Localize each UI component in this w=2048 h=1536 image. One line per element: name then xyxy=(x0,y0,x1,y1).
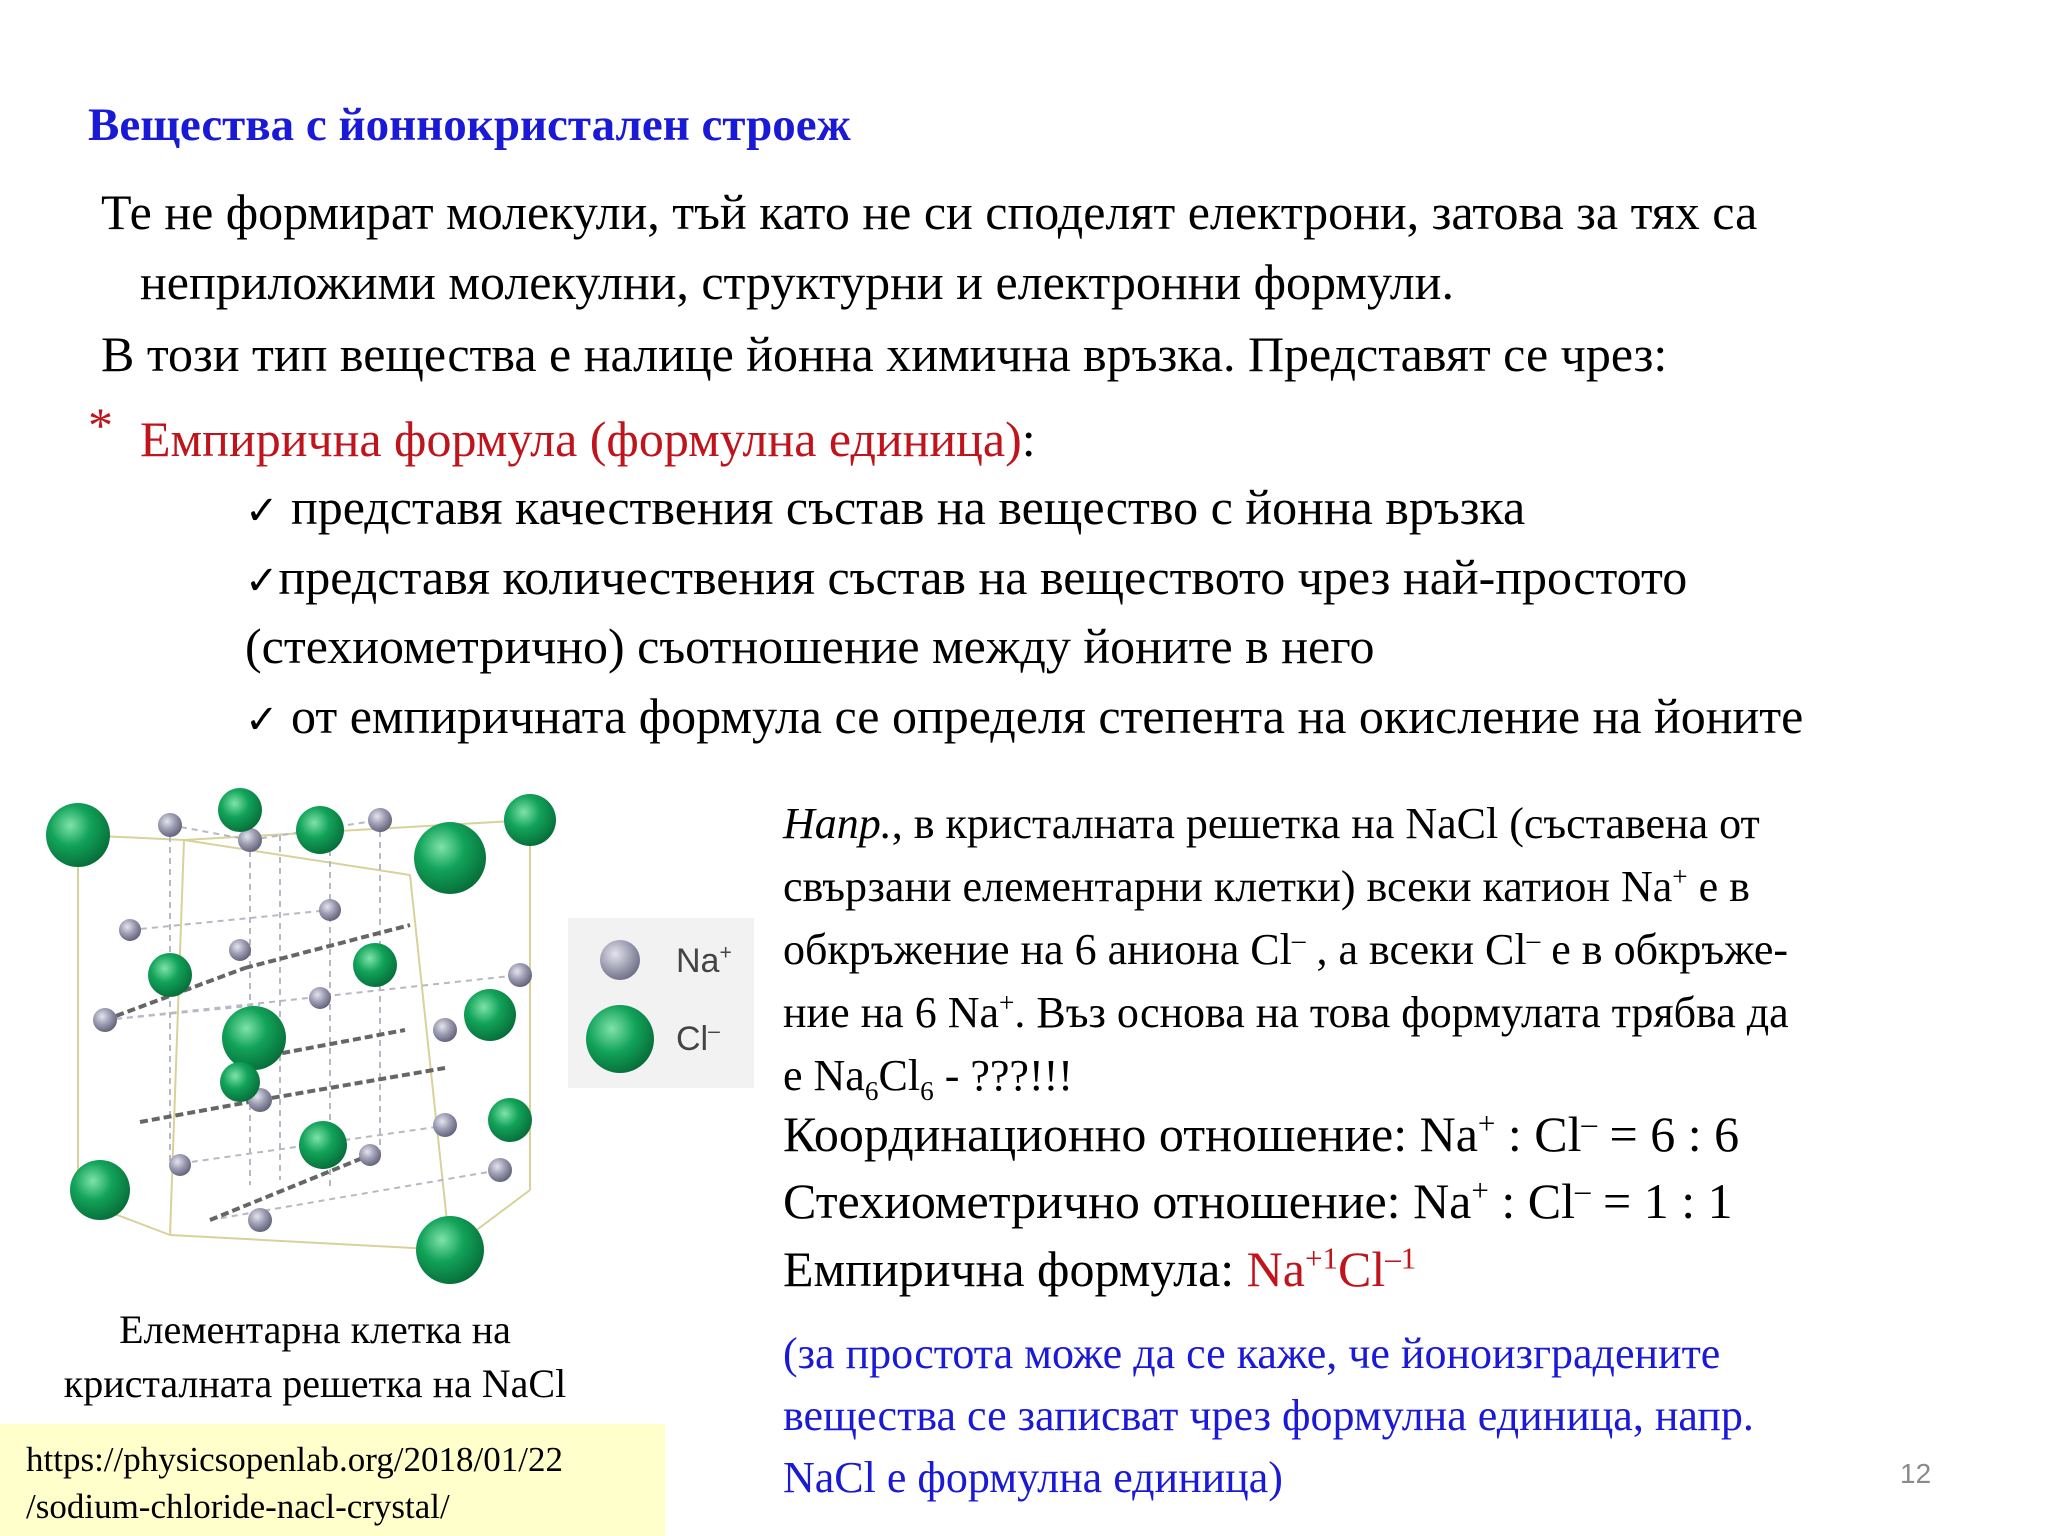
cl-ion-atom xyxy=(148,953,192,997)
check-item-1-text: представя качествения състав на вещество с йонна връзка xyxy=(291,479,1526,535)
check-item-2-text: представя количествения състав на веществото чрез най-простото xyxy=(278,549,1688,605)
note-line-1: (за простота може да се каже, че йоноизградените xyxy=(783,1329,1721,1378)
check-item-2 xyxy=(245,548,1687,606)
na-ion-atom xyxy=(368,808,392,832)
nacl-crystal-lattice-image xyxy=(30,780,570,1300)
slide-title: Вещества с йоннокристален строеж xyxy=(88,99,851,151)
check-icon: ✓ xyxy=(245,558,279,604)
note-line-2: вещества се записват чрез формулна единица, напр. xyxy=(783,1391,1754,1440)
intro-line-2: неприложими молекулни, структурни и електронни формули. xyxy=(140,254,1454,310)
cl-ion-atom xyxy=(504,794,556,846)
na-ion-atom xyxy=(309,987,331,1009)
na-ion-atom xyxy=(359,1144,381,1166)
empirical-label: Емпирична формула (формулна единица) xyxy=(140,411,1022,467)
example-line-2: свързани елементарни клетки) всеки катион Na+ е в xyxy=(783,861,1750,911)
legend-cl-icon xyxy=(586,1005,654,1073)
cl-ion-atom xyxy=(296,806,344,854)
cl-ion-atom xyxy=(46,803,110,867)
cl-ion-atom xyxy=(222,1006,286,1070)
check-item-3-text: от емпиричната формула се определя степента на окисление на йоните xyxy=(291,688,1804,744)
legend-na-label: Na+ xyxy=(676,941,732,980)
note-line-3: NaCl е формулна единица) xyxy=(783,1453,1283,1502)
cl-ion-atom xyxy=(414,822,486,894)
intro-line-3: В този тип вещества е налице йонна химична връзка. Представят се чрез: xyxy=(101,326,1668,382)
cl-ion-atom xyxy=(464,989,516,1041)
na-ion-atom xyxy=(488,1158,512,1182)
cl-ion-atom xyxy=(488,1098,532,1142)
cl-ion-atom xyxy=(70,1160,130,1220)
na-ion-atom xyxy=(119,919,141,941)
bullet-asterisk: * xyxy=(88,397,113,453)
na-ion-atom xyxy=(433,1018,457,1042)
na-ion-atom xyxy=(229,939,251,961)
empirical-colon: : xyxy=(1021,411,1036,467)
check-icon: ✓ xyxy=(245,488,279,534)
na-ion-atom xyxy=(508,963,532,987)
ion-legend xyxy=(568,918,754,1088)
page-number: 12 xyxy=(1900,1458,1932,1489)
empirical-heading xyxy=(140,410,1036,468)
example-line-5: е $Na_6Cl_6$ - ???!!! xyxy=(783,1051,1073,1106)
cl-ion-atom xyxy=(299,1121,347,1169)
na-ion-atom xyxy=(433,1113,457,1137)
check-icon: ✓ xyxy=(245,697,279,743)
example-line-3: обкръжение на 6 аниона Cl– , а всеки Cl– е в обкръже- xyxy=(783,924,1789,974)
cl-ion-atom xyxy=(353,943,397,987)
na-ion-atom xyxy=(248,1208,272,1232)
example-line-1: Напр., в кристалната решетка на NaCl (съставена от xyxy=(783,799,1760,848)
image-caption-line-1: Елементарна клетка на xyxy=(119,1307,511,1352)
cl-ion-atom xyxy=(416,1216,484,1284)
source-line-2: /sodium-chloride-nacl-crystal/ xyxy=(26,1487,450,1526)
example-line-4: ние на 6 Na+. Въз основа на това формулата трябва да xyxy=(783,987,1789,1037)
na-ion-atom xyxy=(158,813,182,837)
check-item-1 xyxy=(245,478,1525,536)
stoichiometric-ratio: Стехиометрично отношение: Na+ : Cl– = 1 : 1 xyxy=(783,1172,1733,1229)
coordination-ratio: Координационно отношение: Na+ : Cl– = 6 : 6 xyxy=(783,1105,1740,1162)
na-ion-atom xyxy=(93,1008,117,1032)
intro-line-1: Те не формират молекули, тъй като не си споделят електрони, затова за тях са xyxy=(101,184,1758,240)
empirical-formula-line: Емпирична формула: $Na^{+1}Cl^{-1}$ xyxy=(783,1240,1417,1297)
cl-ion-atom xyxy=(218,788,262,832)
legend-cl-label: Cl– xyxy=(676,1019,720,1058)
source-citation xyxy=(0,1424,665,1536)
check-item-2-continued: (стехиометрично) съотношение между йоните в него xyxy=(245,618,1375,674)
image-caption-line-2: кристалната решетка на NaCl xyxy=(63,1361,567,1406)
na-ion-atom xyxy=(319,899,341,921)
cl-ion-atom xyxy=(220,1062,260,1102)
source-line-1: https://physicsopenlab.org/2018/01/22 xyxy=(26,1440,563,1479)
na-ion-atom xyxy=(169,1154,191,1176)
legend-na-icon xyxy=(600,940,640,980)
check-item-3 xyxy=(245,687,1803,745)
